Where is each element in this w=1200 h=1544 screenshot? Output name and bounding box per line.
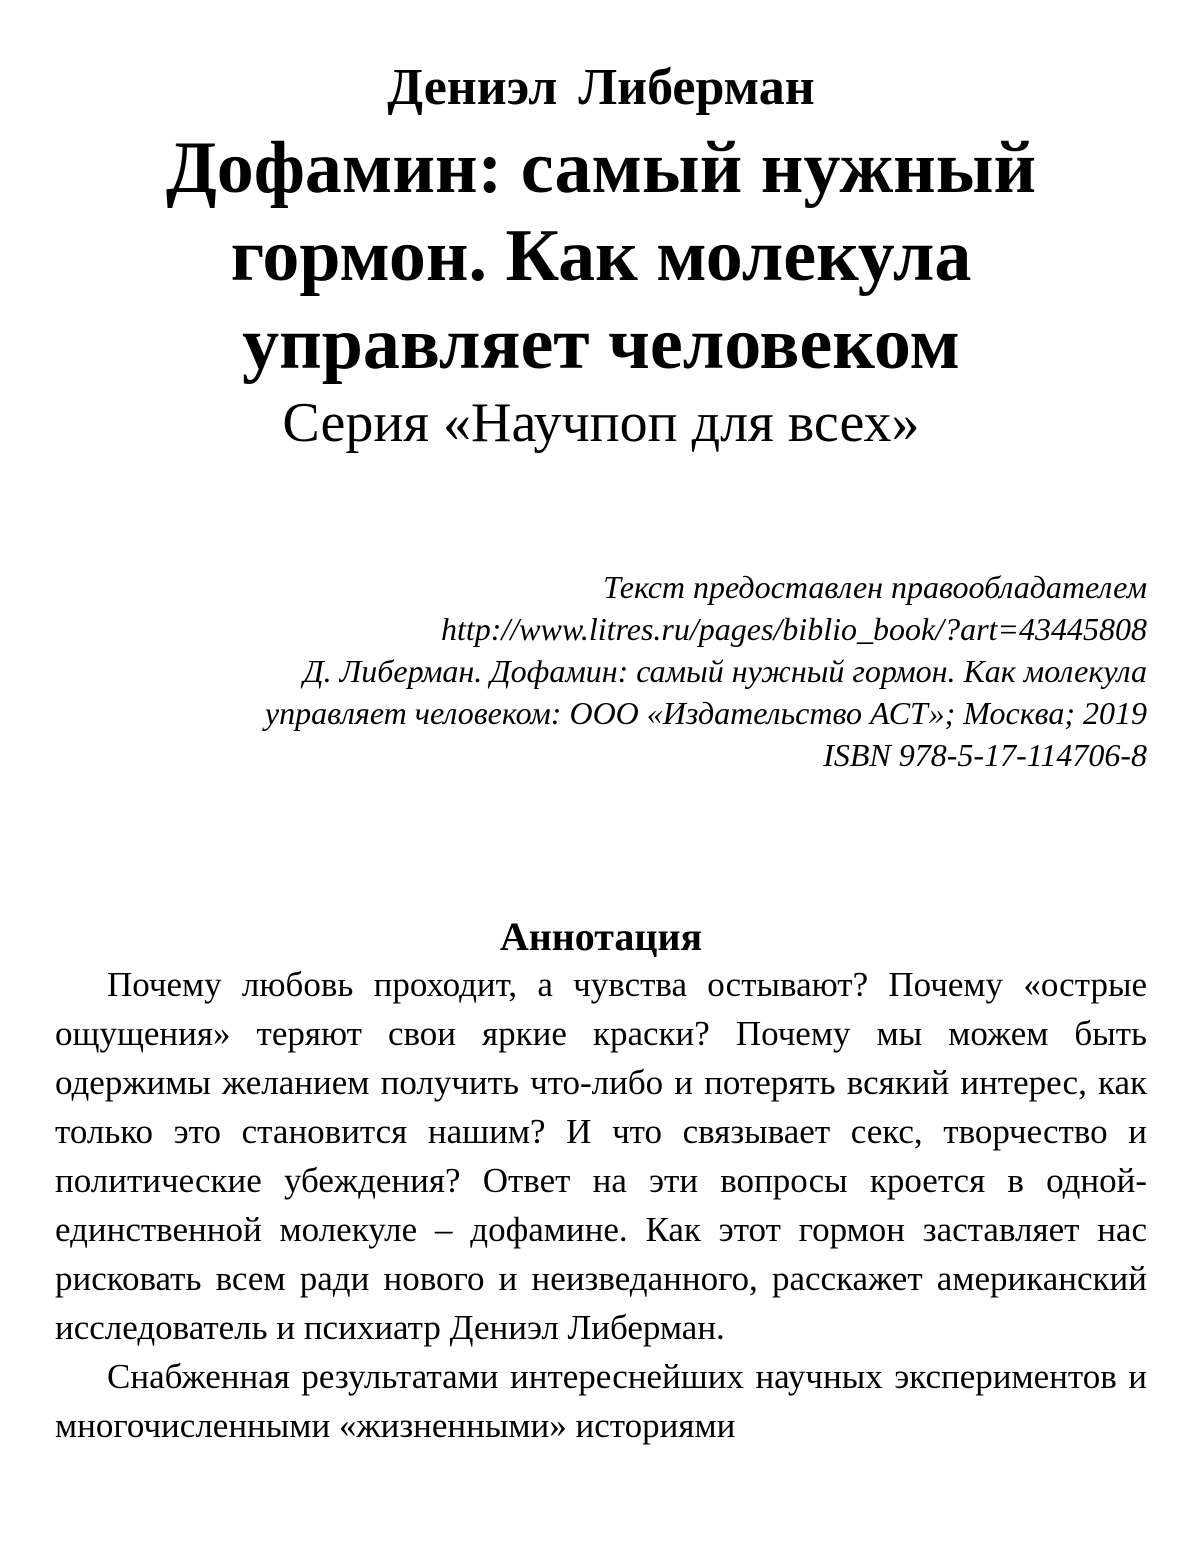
citation-line-2: управляет человеком: ООО «Издательство АСТ»; Москва; 2019 bbox=[264, 695, 1147, 731]
book-series: Серия «Научпоп для всех» bbox=[282, 392, 920, 454]
citation-line-1: Д. Либерман. Дофамин: самый нужный гормон. Как молекула bbox=[303, 653, 1147, 689]
annotation-paragraph-1: Почему любовь проходит, а чувства остывают? Почему «острые ощущения» теряют свои яркие краски? Почему мы можем быть одержимы желанием получить что-либо и потерять всякий интерес, как только это становится нашим? И что связывает секс, творчество и политические убеждения? Ответ на эти вопросы кроется в одной-единственной молекуле – дофамине. Как этот гормон заставляет нас рисковать всем ради нового и неизведанного, расскажет американский исследователь и психиатр Дениэл Либерман. bbox=[55, 965, 1147, 1347]
document-page bbox=[55, 0, 1147, 1544]
annotation-paragraph-2: Снабженная результатами интереснейших научных экспериментов и многочисленными «жизненными» историями bbox=[55, 1357, 1147, 1445]
isbn-line: ISBN 978-5-17-114706-8 bbox=[823, 737, 1147, 773]
annotation-heading: Аннотация bbox=[499, 914, 703, 959]
publication-info bbox=[55, 566, 1147, 776]
book-title: Дофамин: самый нужный гормон. Как молекула управляет человеком bbox=[165, 127, 1037, 385]
source-url-line: http://www.litres.ru/pages/biblio_book/?art=43445808 bbox=[440, 611, 1147, 647]
rights-holder-line: Текст предоставлен правообладателем bbox=[603, 569, 1147, 605]
book-author: Дениэл Либерман bbox=[387, 59, 815, 116]
